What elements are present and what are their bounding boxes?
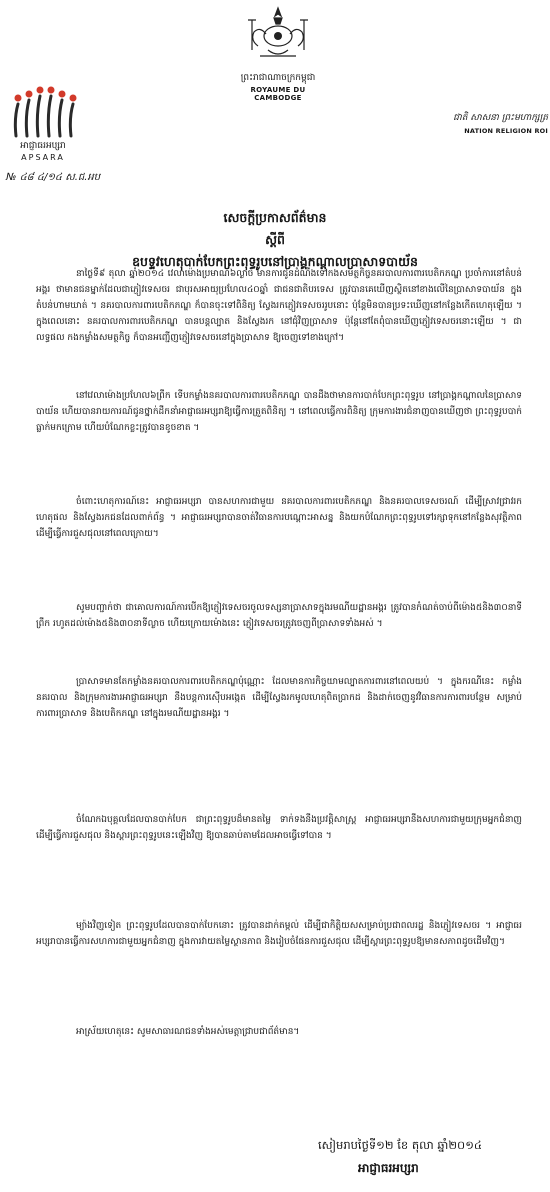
paragraph: ប្រាសាទមានតែកម្លាំងនគរបាលការពារបេតិកភណ្ឌប៉ុណ្ណោះ ដែលមានការកិច្ចយាមល្បាតការពារនៅពេលយប់ ។ ក្នុងករណីនេះ កម្លាំងនគរបាល និងក្រុមការងារអាជ្ញាធរអប្សរា នឹងបន្តការស៊ើបអង្កេត ដើម្បីស្វែងរកមូលហេតុពិតប្រាកដ និងដាក់ចេញនូវវិធានការការពារបន្ថែម សម្រាប់ការពារប្រាសាទ និងបេតិកភណ្ឌ នៅក្នុងរមណីយដ្ឋានអង្គរ ។	[36, 677, 522, 719]
document-title	[30, 207, 520, 273]
title-line-1: សេចក្តីប្រកាសព័ត៌មាន	[223, 210, 327, 225]
title-line-2: ស្តីពី	[265, 232, 285, 247]
signature: អាជ្ញាធរអប្សរា	[358, 1161, 419, 1175]
apsara-name-khmer: អាជ្ញាធរអប្សរា	[20, 141, 66, 151]
apsara-name-latin: APSARA	[21, 153, 65, 162]
paragraph: អាស្រ័យហេតុនេះ សូមសាធារណជនទាំងអស់មេត្តាជ្រាបជាព័ត៌មាន។	[76, 1027, 300, 1037]
royal-coat-of-arms-icon	[238, 6, 318, 66]
kingdom-name-khmer: ព្រះរាជាណាចក្រកម្ពុជា	[240, 73, 316, 83]
issue-date: សៀមរាបថ្ងៃទី១២ ខែ តុលា ឆ្នាំ២០១៤	[318, 1138, 483, 1152]
motto-english: NATION RELIGION ROI	[464, 127, 548, 135]
paragraph: សូមបញ្ជាក់ថា ជាគោលការណ៍ការបើកឱ្យភ្ញៀវទេសចរចូលទស្សនាប្រាសាទក្នុងរមណីយដ្ឋានអង្គរ ត្រូវបានកំណត់ចាប់ពីម៉ោង៥និង៣០នាទីព្រឹក រហូតដល់ម៉ោង៥និង៣០នាទីល្ងាច ហើយក្រោយម៉ោងនេះ ភ្ញៀវទេសចរត្រូវចេញពីប្រាសាទទាំងអស់ ។	[36, 603, 522, 629]
paragraph: ចំណែកឯបុគ្គលដែលបានបាក់បែក ជាព្រះពុទ្ធរូបដ៏មានតម្លៃ ទាក់ទងនឹងប្រវត្តិសាស្ត្រ អាជ្ញាធរអប្សរានឹងសហការជាមួយក្រុមអ្នកជំនាញ ដើម្បីធ្វើការជួសជុល និងស្តារព្រះពុទ្ធរូបនេះឡើងវិញ ឱ្យបានឆាប់តាមដែលអាចធ្វើទៅបាន ។	[36, 815, 522, 841]
royal-crest	[228, 6, 328, 102]
national-motto	[416, 112, 548, 135]
paragraph: នៅវេលាម៉ោងប្រហែល៦ព្រឹក ទើបកម្លាំងនគរបាលការពារបេតិកភណ្ឌ បានដឹងថាមានការបាក់បែកព្រះពុទ្ធរូប នៅប្រាង្គកណ្តាលនៃប្រាសាទបាយ័ន ហើយបានរាយការណ៍ជូនថ្នាក់ដឹកនាំអាជ្ញាធរអប្សរាឱ្យធ្វើការត្រួតពិនិត្យ ។ នៅពេលធ្វើការពិនិត្យ ក្រុមការងារជំនាញបានឃើញថា ព្រះពុទ្ធរូបបាក់ធ្លាក់មកក្រោម ហើយបំណែកខ្លះត្រូវបានខូចខាត ។	[36, 391, 522, 433]
apsara-logo	[8, 84, 78, 162]
paragraph: ចំពោះហេតុការណ៍នេះ អាជ្ញាធរអប្សរា បានសហការជាមួយ នគរបាលការពារបេតិកភណ្ឌ និងនគរបាលទេសចរណ៍ ដើម្បីស្រាវជ្រាវរកហេតុផល និងស្វែងរកជនដែលពាក់ព័ន្ធ ។ អាជ្ញាធរអប្សរាបានចាត់វិធានការបណ្តោះអាសន្ន និងយកបំណែកព្រះពុទ្ធរូបទៅរក្សាទុកនៅកន្លែងសុវត្ថិភាព ដើម្បីធ្វើការជួសជុលនៅពេលក្រោយ។	[36, 497, 522, 539]
kingdom-name-french: ROYAUME DU CAMBODGE	[250, 86, 306, 102]
apsara-emblem-icon	[8, 84, 78, 140]
paragraph: ម្យ៉ាងវិញទៀត ព្រះពុទ្ធរូបដែលបានបាក់បែកនោះ ត្រូវបានដាក់តម្កល់ ដើម្បីជាកិត្តិយសសម្រាប់ប្រជាពលរដ្ឋ និងភ្ញៀវទេសចរ ។ អាជ្ញាធរអប្សរាបានធ្វើការសហការជាមួយអ្នកជំនាញ ក្នុងការវាយតម្លៃស្ថានភាព និងរៀបចំផែនការជួសជុល ដើម្បីស្ដារព្រះពុទ្ធរូបឱ្យមានសភាពដូចដើមវិញ។	[36, 921, 522, 947]
paragraph: នាថ្ងៃទី៩ តុលា ឆ្នាំ២០១៤ វេលាម៉ោងប្រមាណ៦ល្ងាច មានការជូនដំណឹងទៅកងសមត្ថកិច្ចនគរបាលការពារបេតិកភណ្ឌ ប្រចាំការនៅតំបន់អង្គរ ថាមានជនម្នាក់ដែលជាភ្ញៀវទេសចរ ជាបុរសអាយុប្រហែល៤០ឆ្នាំ ជាជនជាតិបរទេស ត្រូវបានគេឃើញស្ថិតនៅខាងលើនៃប្រាសាទបាយ័ន ក្នុងតំបន់ហាមឃាត់ ។ នគរបាលការពារបេតិកភណ្ឌ ក៏បានចុះទៅពិនិត្យ ស្វែងរកភ្ញៀវទេសចររូបនោះ ប៉ុន្តែមិនបានប្រទះឃើញនៅកន្លែងកើតហេតុឡើយ ។ ក្នុងពេលនោះ នគរបាលការពារបេតិកភណ្ឌ បានបន្តល្បាត និងស្វែងរក នៅជុំវិញប្រាសាទ ប៉ុន្តែនៅតែពុំបានឃើញភ្ញៀវទេសចរនោះឡើយ ។ ជាលទ្ធផល កងកម្លាំងសមត្ថកិច្ច ក៏បានអញ្ជើញភ្ញៀវទេសចរនៅក្នុងប្រាសាទ ឱ្យចេញទៅខាងក្រៅ។	[36, 269, 522, 343]
motto-khmer: ជាតិ សាសនា ព្រះមហាក្សត្រ	[453, 113, 548, 123]
document-body	[36, 266, 522, 1050]
title-line-3: ឧបទ្ទវហេតុបាក់បែកព្រះពុទ្ធរូបនៅប្រាង្គកណ្តាលប្រាសាទបាយ័ន	[132, 254, 418, 269]
reference-number: № ៤៨ ៤/១៤ ស.ជ.អប	[6, 172, 101, 183]
